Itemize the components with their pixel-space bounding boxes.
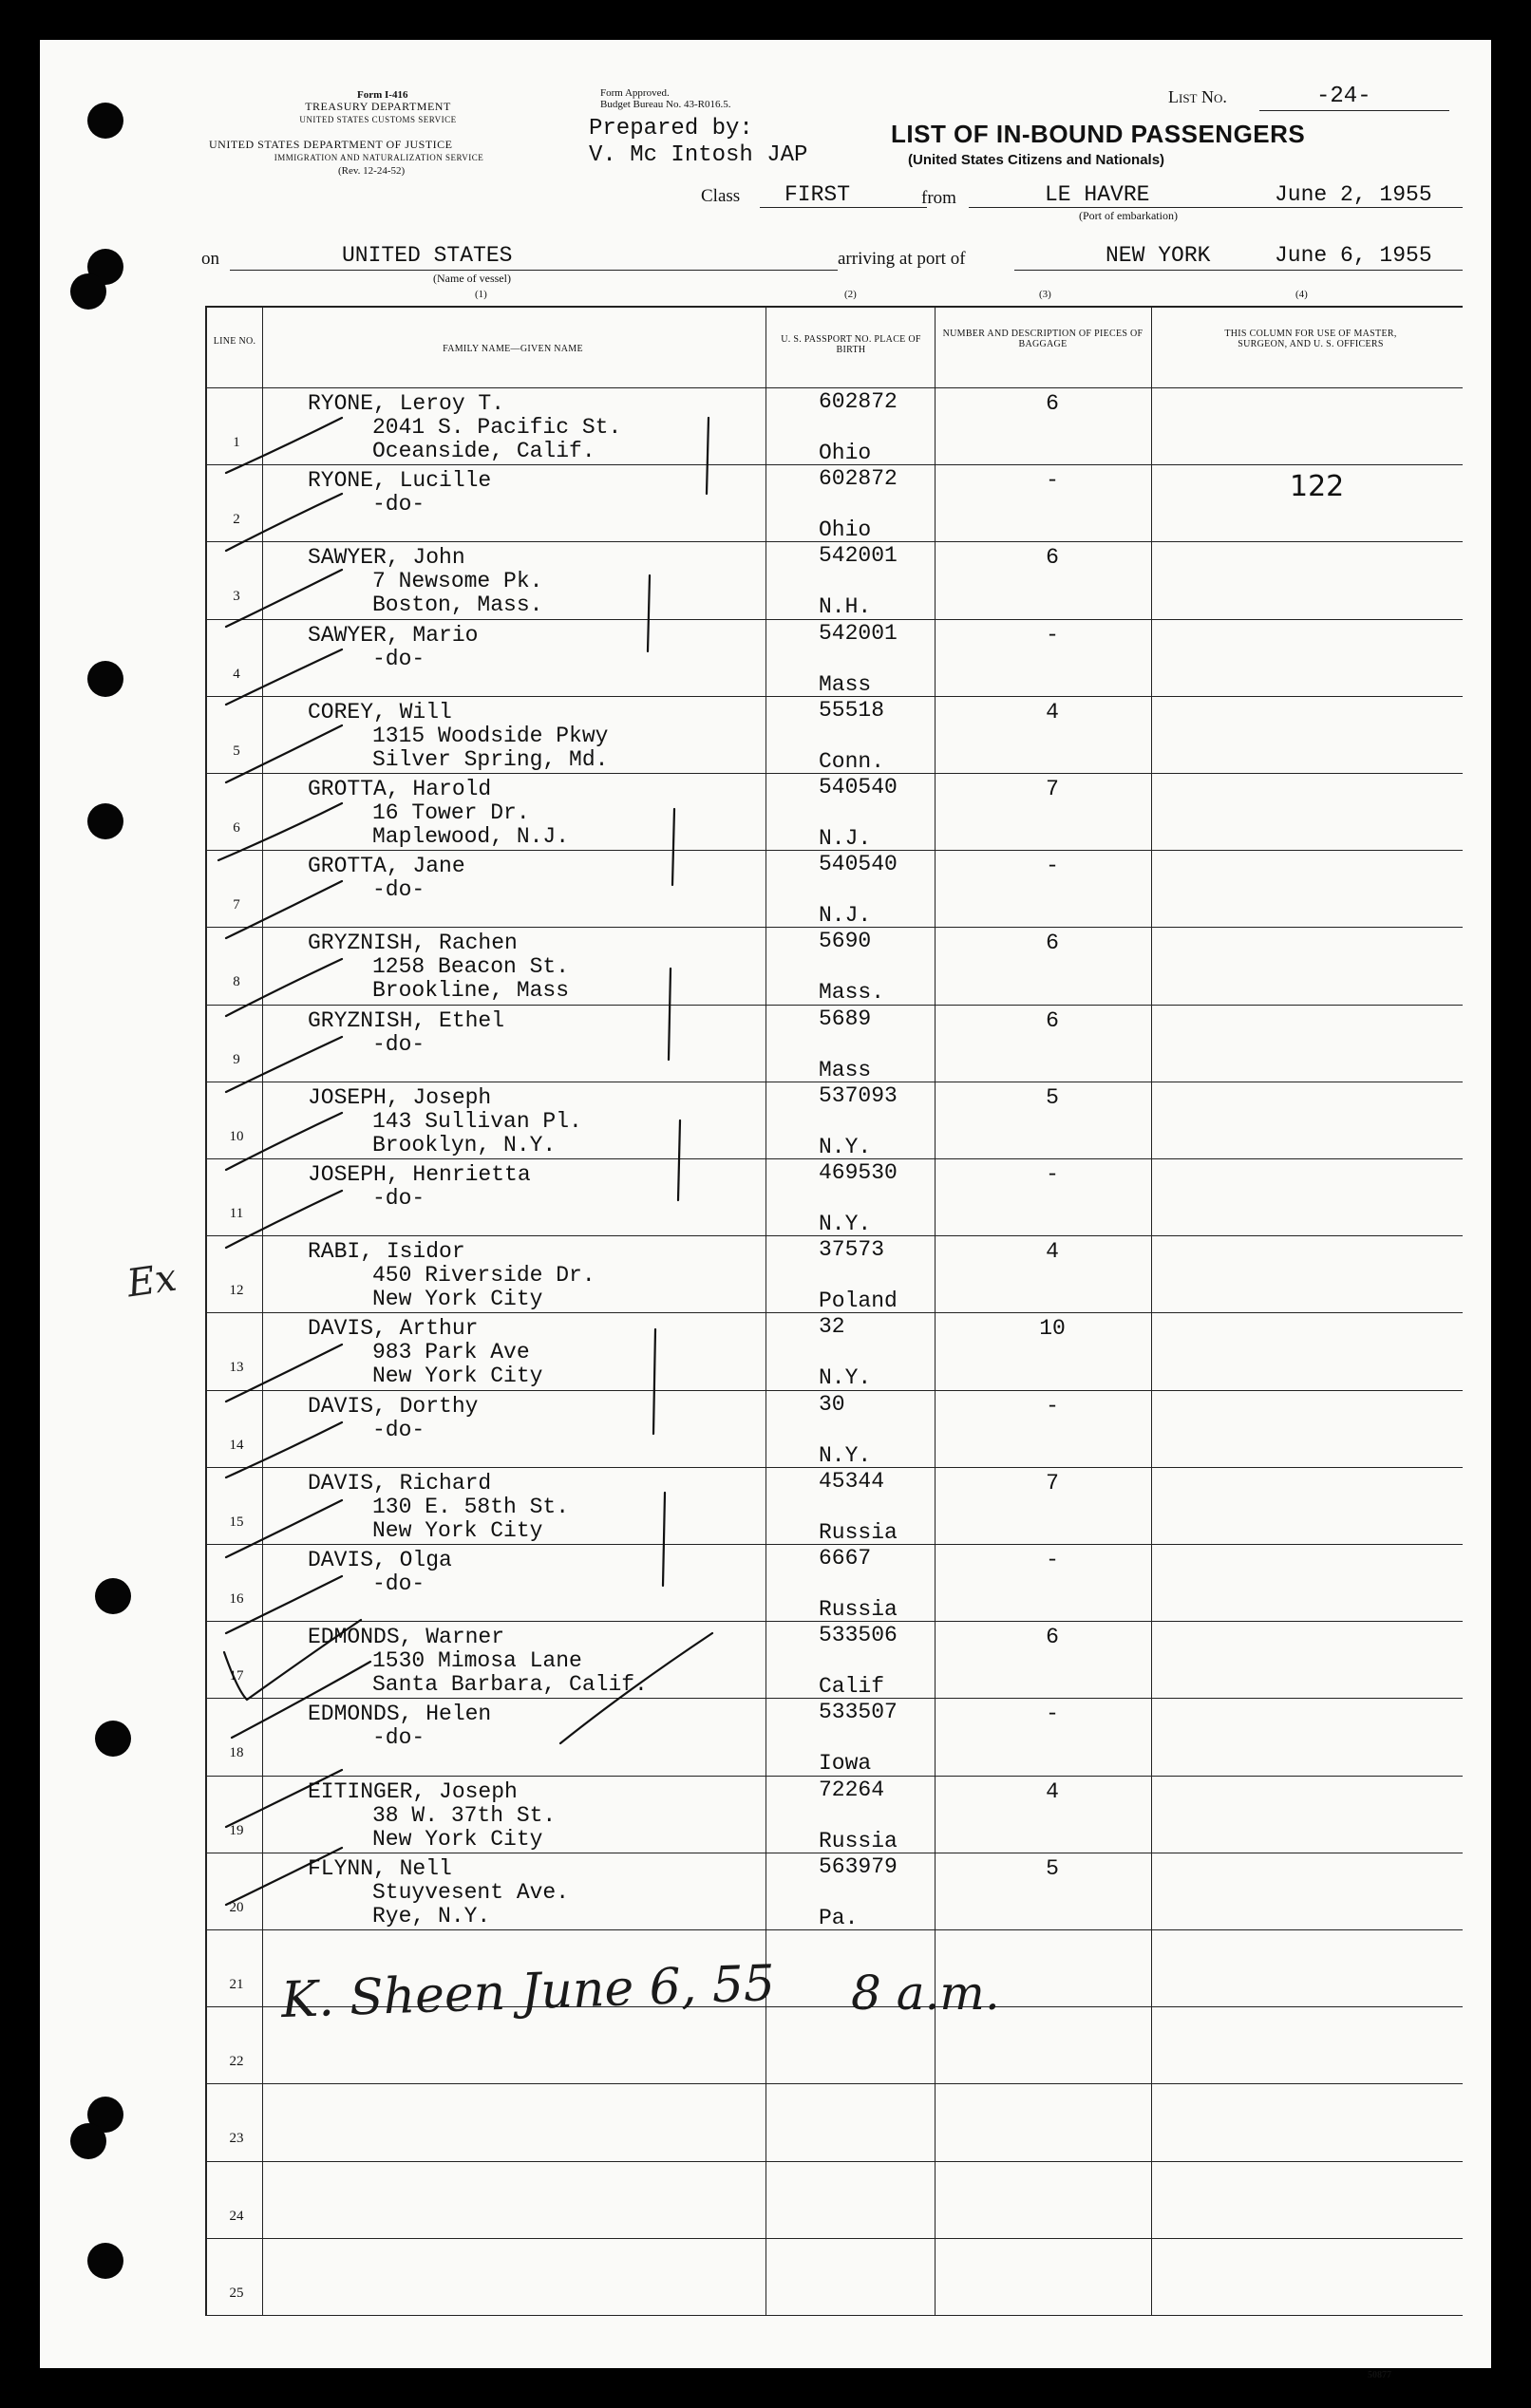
- line-number: 5: [233, 743, 240, 759]
- passenger-address-line2: Rye, N.Y.: [372, 1903, 491, 1928]
- on-label: on: [201, 249, 219, 269]
- treasury-dept: TREASURY DEPARTMENT: [305, 100, 451, 113]
- baggage-count: 10: [1039, 1316, 1066, 1342]
- line-number: 16: [229, 1591, 244, 1607]
- line-number: 14: [229, 1437, 244, 1453]
- form-revision: (Rev. 12-24-52): [338, 165, 406, 177]
- place-of-birth: Poland: [819, 1289, 898, 1314]
- punch-hole: [87, 2243, 123, 2279]
- punch-hole: [95, 1721, 131, 1757]
- column-number-2: (2): [844, 289, 857, 300]
- passenger-name: GROTTA, Jane: [308, 854, 465, 879]
- passenger-address-line1: 1258 Beacon St.: [372, 954, 570, 980]
- passenger-address-line1: 38 W. 37th St.: [372, 1802, 557, 1828]
- punch-hole: [87, 661, 123, 697]
- passenger-name: EDMONDS, Helen: [308, 1702, 492, 1727]
- passenger-address-line1: 983 Park Ave: [372, 1340, 530, 1365]
- line-number: 1: [233, 435, 240, 450]
- list-number-label: List No.: [1168, 87, 1227, 106]
- passenger-name: RABI, Isidor: [308, 1239, 465, 1265]
- header-officers: THIS COLUMN FOR USE OF MASTER, SURGEON, AND U. S. OFFICERS: [1224, 329, 1397, 349]
- from-port: LE HAVRE: [1045, 182, 1150, 207]
- passport-number: 30: [819, 1391, 845, 1417]
- vessel-note: (Name of vessel): [433, 272, 511, 285]
- passport-number: 6667: [819, 1546, 872, 1571]
- passport-number: 45344: [819, 1468, 885, 1494]
- class-value: FIRST: [784, 182, 851, 207]
- place-of-birth: Russia: [819, 1519, 898, 1545]
- place-of-birth: Conn.: [819, 748, 885, 774]
- passport-number: 533506: [819, 1623, 898, 1648]
- passenger-name: GRYZNISH, Rachen: [308, 931, 518, 956]
- row-rule: [205, 2315, 1463, 2316]
- passenger-name: SAWYER, John: [308, 545, 465, 571]
- port-embarkation-note: (Port of embarkation): [1079, 209, 1178, 222]
- line-number: 11: [229, 1206, 244, 1221]
- place-of-birth: Calif: [819, 1674, 885, 1700]
- officer-note: 122: [1290, 470, 1345, 504]
- baggage-count: 7: [1046, 777, 1059, 801]
- passenger-address-line2: Oceanside, Calif.: [372, 439, 595, 463]
- punch-hole: [95, 1578, 131, 1614]
- form-subtitle: (United States Citizens and Nationals): [908, 152, 1165, 168]
- place-of-birth: N.Y.: [819, 1442, 872, 1468]
- passport-number: 469530: [819, 1160, 898, 1185]
- immigration-service: IMMIGRATION AND NATURALIZATION SERVICE: [274, 153, 484, 162]
- passenger-address-line1: 1530 Mimosa Lane: [372, 1648, 582, 1674]
- departure-date: June 2, 1955: [1275, 182, 1432, 207]
- arrival-date: June 6, 1955: [1275, 243, 1432, 268]
- passenger-name: SAWYER, Mario: [308, 622, 479, 648]
- passenger-name: EDMONDS, Warner: [308, 1625, 505, 1650]
- passenger-address-line2: Santa Barbara, Calif.: [372, 1672, 648, 1698]
- passport-number: 533507: [819, 1700, 898, 1725]
- baggage-count: -: [1046, 1162, 1059, 1187]
- from-rule: [969, 207, 1463, 208]
- passenger-address-line2: New York City: [372, 1826, 543, 1852]
- passport-number: 602872: [819, 466, 898, 492]
- passenger-address-line2: New York City: [372, 1287, 543, 1312]
- line-number: 10: [229, 1128, 244, 1144]
- passenger-address-line1: 16 Tower Dr.: [372, 800, 530, 825]
- passenger-address-line2: Brooklyn, N.Y.: [372, 1132, 557, 1157]
- baggage-count: 7: [1046, 1470, 1059, 1496]
- place-of-birth: Ohio: [819, 517, 872, 543]
- passenger-name: RYONE, Leroy T.: [308, 391, 505, 416]
- place-of-birth: Iowa: [819, 1751, 872, 1777]
- baggage-count: 5: [1046, 1084, 1059, 1110]
- passenger-address-line2: New York City: [372, 1364, 543, 1389]
- passenger-name: COREY, Will: [308, 699, 452, 724]
- passenger-address-line1: -do-: [372, 877, 425, 903]
- passenger-name: DAVIS, Olga: [308, 1548, 452, 1572]
- table-header-rule: [205, 387, 1463, 388]
- line-number: 23: [229, 2131, 244, 2147]
- baggage-count: -: [1046, 854, 1059, 879]
- row-rule: [205, 2161, 1463, 2162]
- justice-dept: UNITED STATES DEPARTMENT OF JUSTICE: [209, 138, 453, 151]
- passenger-address-line1: 450 Riverside Dr.: [372, 1263, 595, 1289]
- vessel-rule: [230, 270, 838, 271]
- line-number: 12: [229, 1283, 244, 1299]
- header-baggage: NUMBER AND DESCRIPTION OF PIECES OF BAGGAGE: [942, 329, 1144, 349]
- line-number: 18: [229, 1745, 244, 1761]
- column-divider: [205, 306, 207, 2315]
- handwritten-time: 8 a.m.: [851, 1966, 1000, 2021]
- baggage-count: 6: [1046, 391, 1059, 416]
- passport-number: 602872: [819, 389, 898, 414]
- passenger-name: DAVIS, Dorthy: [308, 1393, 479, 1419]
- passenger-address-line1: -do-: [372, 646, 425, 671]
- line-number: 21: [229, 1977, 244, 1992]
- line-number: 7: [233, 897, 240, 913]
- passenger-address-line1: 2041 S. Pacific St.: [372, 415, 622, 440]
- passenger-address-line1: Stuyvesent Ave.: [372, 1879, 570, 1905]
- table-top-rule: [205, 306, 1463, 308]
- arrival-port: NEW YORK: [1106, 243, 1211, 268]
- punch-hole: [87, 103, 123, 139]
- form-approved: Form Approved.: [600, 87, 670, 99]
- line-number: 25: [229, 2285, 244, 2301]
- passenger-address-line2: Boston, Mass.: [372, 593, 543, 618]
- passenger-name: EITINGER, Joseph: [308, 1778, 518, 1804]
- passenger-address-line1: 143 Sullivan Pl.: [372, 1108, 582, 1134]
- passport-number: 55518: [819, 697, 885, 723]
- baggage-count: 6: [1046, 1625, 1059, 1650]
- baggage-count: 4: [1046, 1239, 1059, 1265]
- column-divider: [262, 306, 263, 2315]
- column-number-1: (1): [475, 289, 487, 300]
- line-number: 17: [229, 1668, 244, 1684]
- passenger-name: FLYNN, Nell: [308, 1855, 452, 1881]
- prepared-by-label: Prepared by:: [589, 116, 753, 141]
- place-of-birth: Russia: [819, 1828, 898, 1853]
- form-number: Form I-416: [357, 89, 408, 101]
- place-of-birth: N.J.: [819, 903, 872, 929]
- handwritten-signature: K. Sheen June 6, 55: [280, 1954, 776, 2030]
- passenger-address-line1: -do-: [372, 1725, 425, 1751]
- baggage-count: -: [1046, 1393, 1059, 1419]
- punch-hole: [70, 2123, 106, 2159]
- line-number: 2: [233, 512, 240, 528]
- passenger-address-line2: Brookline, Mass: [372, 978, 570, 1004]
- place-of-birth: Mass: [819, 1057, 872, 1082]
- list-number-rule: [1259, 110, 1449, 111]
- passenger-name: DAVIS, Richard: [308, 1470, 492, 1496]
- passport-number: 72264: [819, 1777, 885, 1802]
- class-rule: [760, 207, 927, 208]
- passport-number: 537093: [819, 1082, 898, 1108]
- header-line-no: LINE NO.: [213, 336, 256, 347]
- line-number: 15: [229, 1514, 244, 1530]
- passport-number: 542001: [819, 620, 898, 646]
- passenger-address-line1: -do-: [372, 1417, 425, 1442]
- baggage-count: 6: [1046, 1007, 1059, 1033]
- header-passport: U. S. PASSPORT NO. PLACE OF BIRTH: [781, 334, 921, 355]
- arriving-label: arriving at port of: [838, 249, 966, 269]
- passenger-address-line1: 1315 Woodside Pkwy: [372, 723, 609, 748]
- passport-number: 37573: [819, 1237, 885, 1263]
- baggage-count: 5: [1046, 1855, 1059, 1881]
- footer-code: 50877: [1368, 2370, 1391, 2380]
- place-of-birth: N.H.: [819, 594, 872, 620]
- line-number: 19: [229, 1822, 244, 1838]
- row-rule: [205, 2238, 1463, 2239]
- class-label: Class: [701, 186, 741, 206]
- place-of-birth: N.Y.: [819, 1134, 872, 1159]
- line-number: 6: [233, 820, 240, 836]
- list-number: -24-: [1316, 84, 1371, 109]
- place-of-birth: Russia: [819, 1597, 898, 1622]
- place-of-birth: Ohio: [819, 441, 872, 465]
- baggage-count: -: [1046, 1548, 1059, 1572]
- passport-number: 540540: [819, 852, 898, 877]
- line-number: 13: [229, 1360, 244, 1376]
- column-divider: [1151, 306, 1152, 2315]
- line-number: 4: [233, 666, 240, 682]
- passenger-address-line2: New York City: [372, 1517, 543, 1543]
- row-rule: [205, 2083, 1463, 2084]
- from-label: from: [921, 188, 956, 208]
- passenger-name: DAVIS, Arthur: [308, 1316, 479, 1342]
- baggage-count: -: [1046, 1702, 1059, 1727]
- line-number: 24: [229, 2208, 244, 2224]
- place-of-birth: N.Y.: [819, 1365, 872, 1391]
- passenger-name: JOSEPH, Henrietta: [308, 1162, 531, 1187]
- prepared-by-value: V. Mc Intosh JAP: [589, 142, 808, 168]
- baggage-count: 4: [1046, 699, 1059, 724]
- baggage-count: 4: [1046, 1778, 1059, 1804]
- passenger-address-line2: Maplewood, N.J.: [372, 824, 570, 849]
- customs-service: UNITED STATES CUSTOMS SERVICE: [299, 115, 457, 124]
- passenger-name: JOSEPH, Joseph: [308, 1084, 492, 1110]
- baggage-count: 6: [1046, 545, 1059, 571]
- passport-number: 5689: [819, 1006, 872, 1031]
- line-number: 20: [229, 1899, 244, 1915]
- line-number: 8: [233, 974, 240, 990]
- punch-hole: [87, 803, 123, 839]
- line-number: 22: [229, 2054, 244, 2070]
- passenger-address-line1: -do-: [372, 1031, 425, 1057]
- place-of-birth: N.Y.: [819, 1212, 872, 1236]
- place-of-birth: Mass.: [819, 980, 885, 1006]
- place-of-birth: N.J.: [819, 826, 872, 851]
- passenger-address-line1: 7 Newsome Pk.: [372, 569, 543, 594]
- passport-number: 5690: [819, 929, 872, 954]
- baggage-count: 6: [1046, 931, 1059, 956]
- baggage-count: -: [1046, 622, 1059, 648]
- budget-bureau: Budget Bureau No. 43-R016.5.: [600, 99, 731, 110]
- place-of-birth: Mass: [819, 671, 872, 697]
- place-of-birth: Pa.: [819, 1905, 859, 1930]
- passenger-address-line1: -do-: [372, 492, 425, 517]
- punch-hole: [70, 273, 106, 310]
- header-name: FAMILY NAME—GIVEN NAME: [443, 344, 583, 354]
- passenger-name: GRYZNISH, Ethel: [308, 1007, 505, 1033]
- line-number: 3: [233, 589, 240, 605]
- margin-mark: Ex: [124, 1255, 180, 1307]
- passport-number: 540540: [819, 775, 898, 800]
- passport-number: 542001: [819, 543, 898, 569]
- vessel-name: UNITED STATES: [342, 243, 513, 268]
- passport-number: 32: [819, 1314, 845, 1340]
- passenger-address-line1: 130 E. 58th St.: [372, 1494, 570, 1519]
- passenger-address-line1: -do-: [372, 1571, 425, 1596]
- column-number-4: (4): [1295, 289, 1308, 300]
- passenger-name: RYONE, Lucille: [308, 468, 492, 494]
- passport-number: 563979: [819, 1853, 898, 1879]
- baggage-count: -: [1046, 468, 1059, 494]
- column-number-3: (3): [1039, 289, 1051, 300]
- arrival-rule: [1014, 270, 1463, 271]
- passenger-address-line2: Silver Spring, Md.: [372, 746, 609, 772]
- passenger-address-line1: -do-: [372, 1186, 425, 1211]
- form-title: LIST OF IN-BOUND PASSENGERS: [891, 120, 1306, 148]
- line-number: 9: [233, 1051, 240, 1067]
- passenger-name: GROTTA, Harold: [308, 777, 492, 801]
